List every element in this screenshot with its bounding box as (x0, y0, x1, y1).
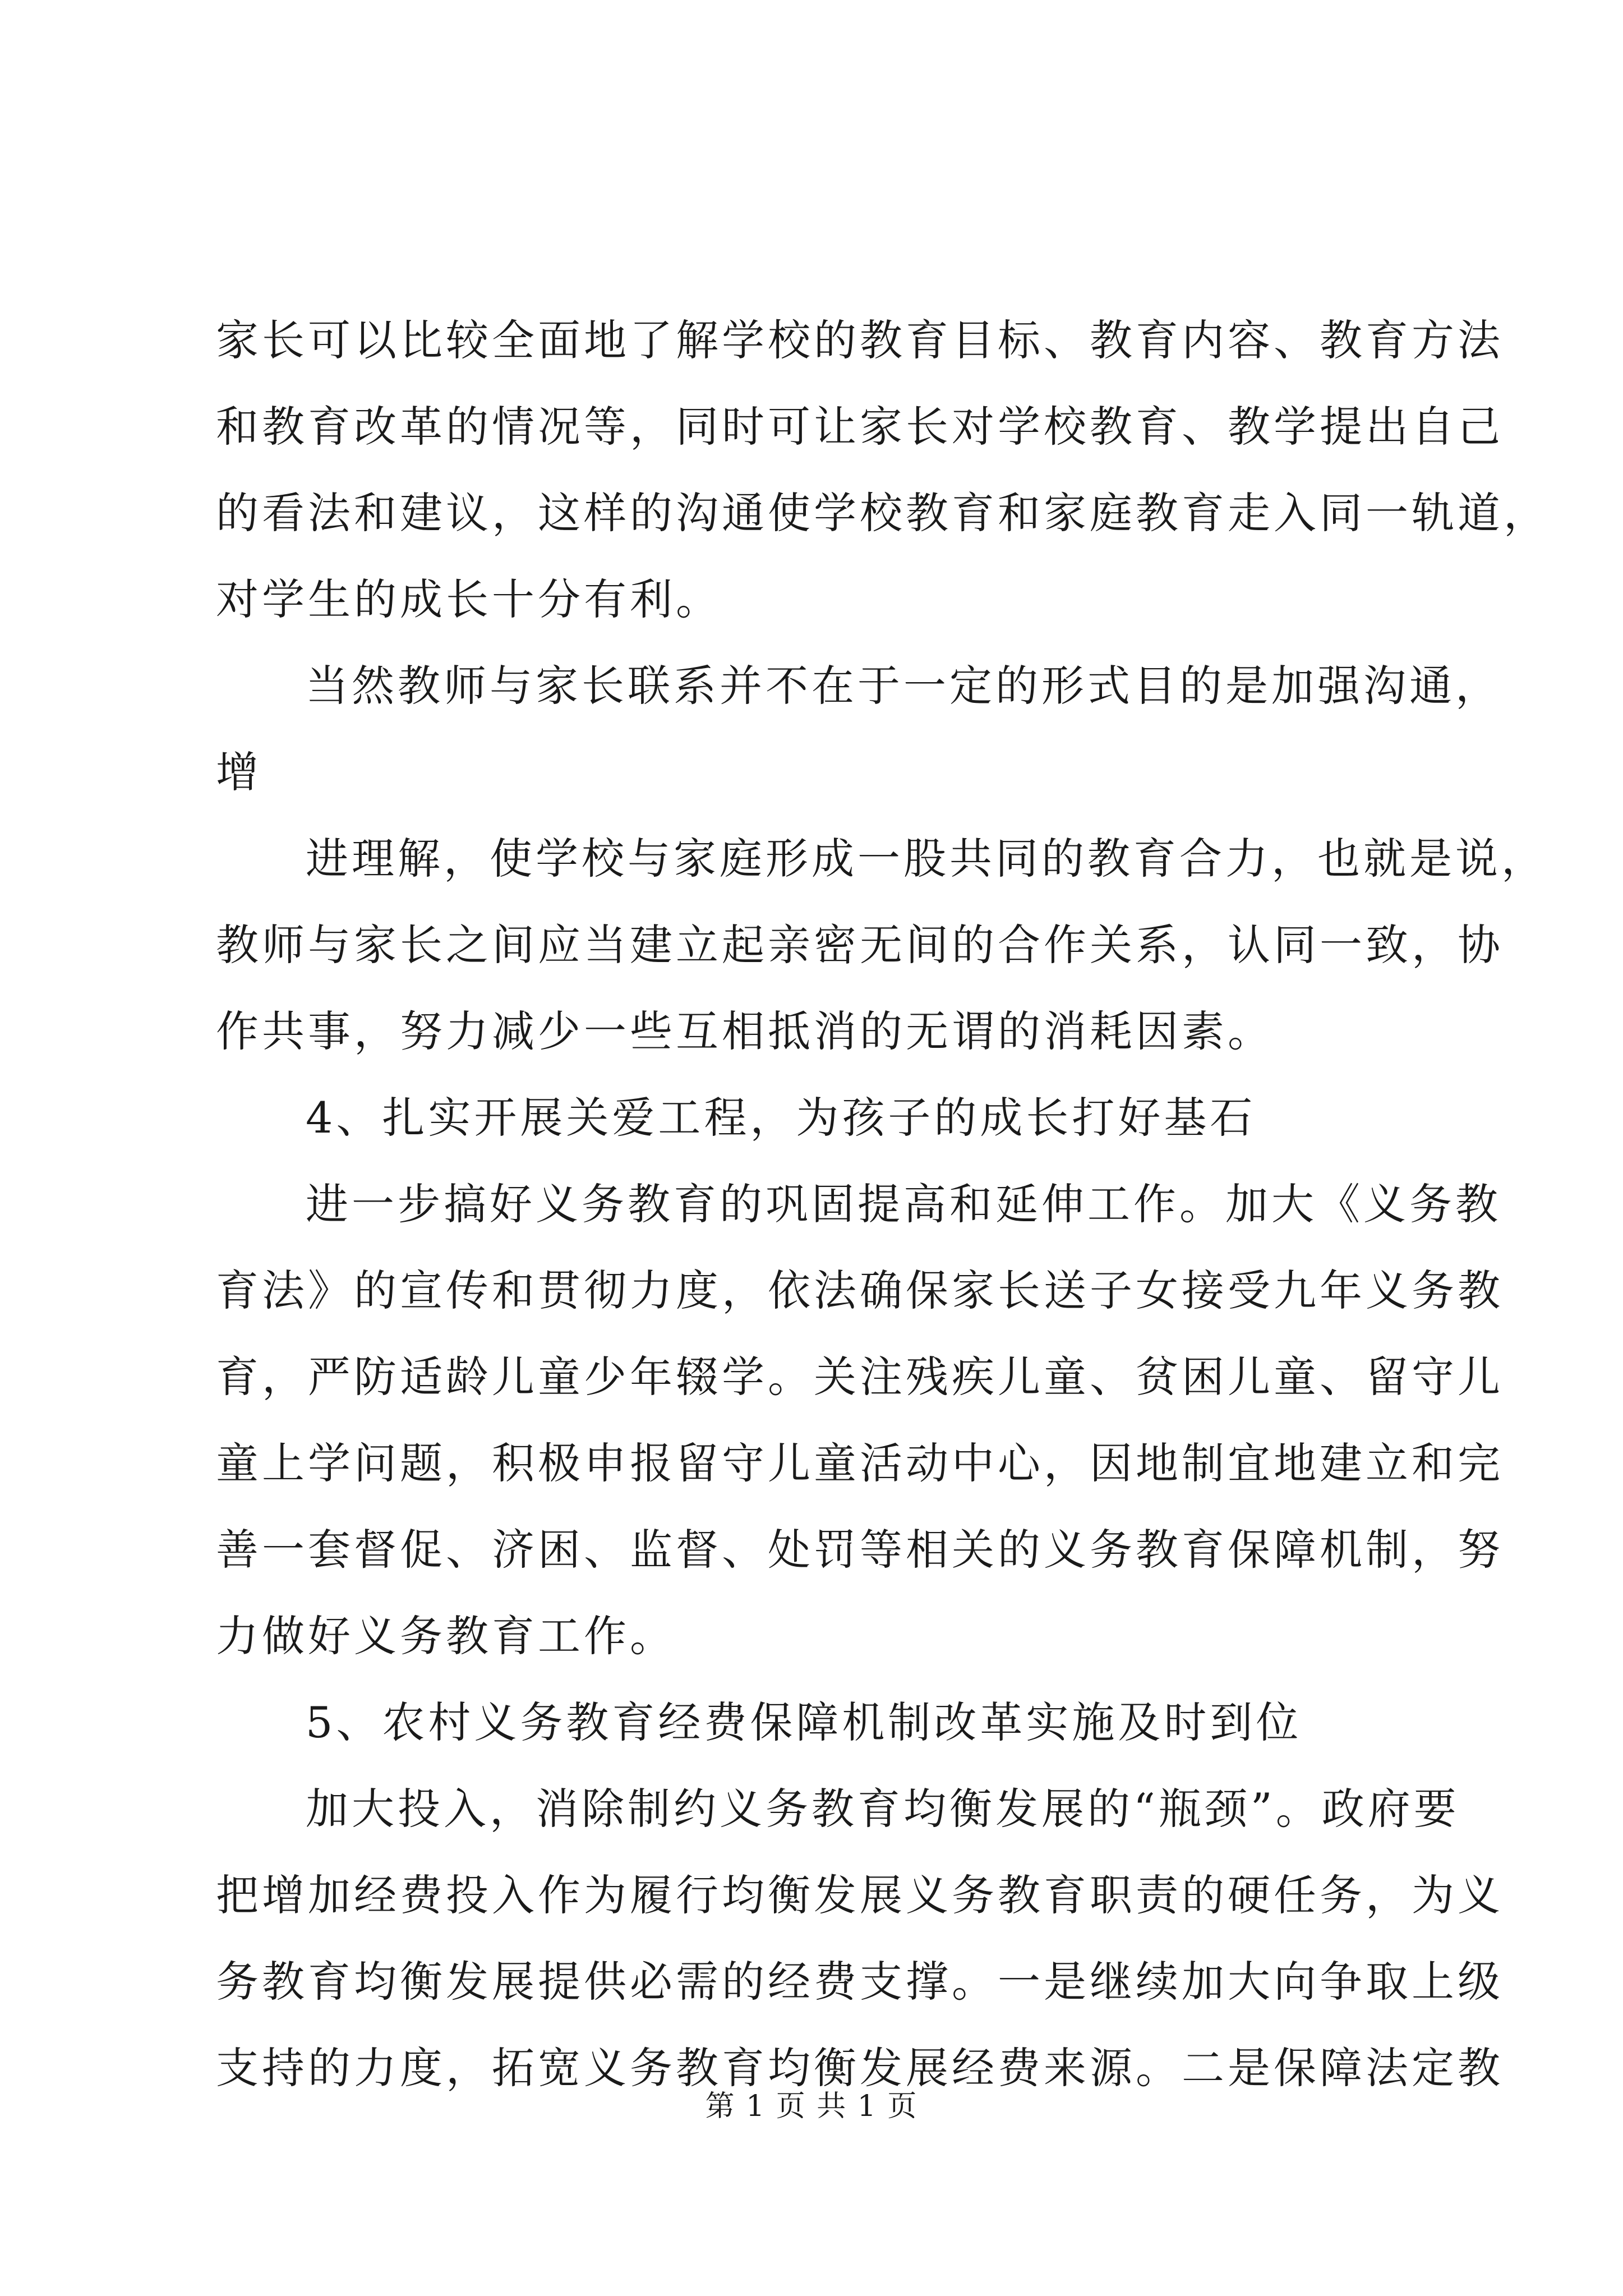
text-line: 当然教师与家长联系并不在于一定的形式目的是加强沟通， (306, 661, 1501, 711)
text-line: 教师与家长之间应当建立起亲密无间的合作关系，认同一致，协 (216, 920, 1504, 970)
text-line: 作共事，努力减少一些互相抵消的无谓的消耗因素。 (216, 1006, 1274, 1056)
text-line: 增 (216, 747, 262, 797)
text-line: 善一套督促、济困、监督、处罚等相关的义务教育保障机制，努 (216, 1525, 1504, 1575)
text-line: 和教育改革的情况等，同时可让家长对学校教育、教学提出自己 (216, 402, 1504, 452)
text-line: 育法》的宣传和贯彻力度，依法确保家长送子女接受九年义务教 (216, 1266, 1504, 1315)
text-line: 家长可以比较全面地了解学校的教育目标、教育内容、教育方法 (216, 315, 1504, 365)
text-line: 把增加经费投入作为履行均衡发展义务教育职责的硬任务，为义 (216, 1870, 1504, 1920)
page-number-label: 第 1 页 共 1 页 (705, 2090, 918, 2123)
page-footer (0, 2084, 1623, 2129)
text-line: 童上学问题，积极申报留守儿童活动中心，因地制宜地建立和完 (216, 1438, 1504, 1488)
text-line: 务教育均衡发展提供必需的经费支撑。一是继续加大向争取上级 (216, 1957, 1504, 2007)
text-line: 对学生的成长十分有利。 (216, 574, 722, 624)
text-line: 力做好义务教育工作。 (216, 1611, 676, 1661)
text-line: 加大投入，消除制约义务教育均衡发展的“瓶颈”。政府要 (306, 1784, 1460, 1834)
section-heading: 5、农村义务教育经费保障机制改革实施及时到位 (306, 1697, 1302, 1747)
text-line: 进一步搞好义务教育的巩固提高和延伸工作。加大《义务教 (306, 1179, 1501, 1229)
text-line: 进理解，使学校与家庭形成一股共同的教育合力，也就是说， (306, 834, 1547, 884)
section-heading: 4、扎实开展关爱工程，为孩子的成长打好基石 (306, 1093, 1256, 1143)
text-line: 的看法和建议，这样的沟通使学校教育和家庭教育走入同一轨道， (216, 488, 1550, 538)
document-body (216, 297, 1550, 2111)
text-line: 育，严防适龄儿童少年辍学。关注残疾儿童、贫困儿童、留守儿 (216, 1352, 1504, 1402)
text-line: 支持的力度，拓宽义务教育均衡发展经费来源。二是保障法定教 (216, 2043, 1504, 2093)
